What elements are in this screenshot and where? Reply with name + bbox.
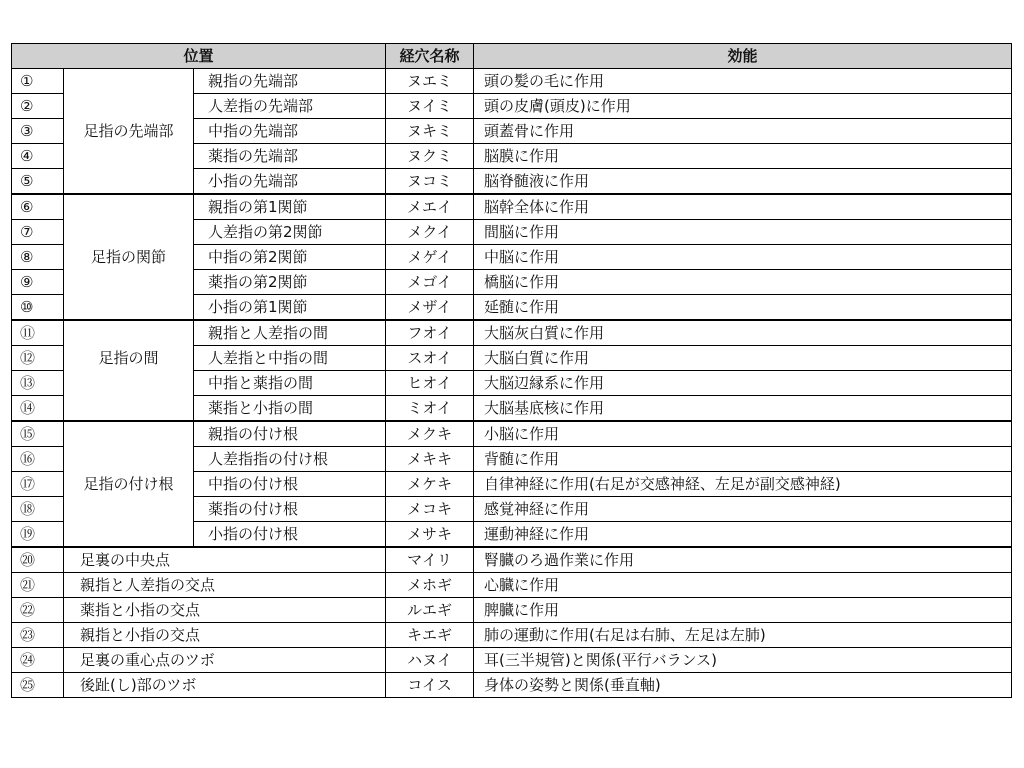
group-cell — [64, 220, 194, 245]
acupoint-name: フオイ — [386, 320, 474, 346]
group-cell — [64, 94, 194, 119]
sub-position: 薬指の先端部 — [194, 144, 386, 169]
acupoint-name: ヌイミ — [386, 94, 474, 119]
row-number: ⑱ — [12, 497, 64, 522]
position-text: 足裏の中央点 — [64, 547, 386, 573]
table-row — [12, 94, 1012, 119]
table-row — [12, 522, 1012, 548]
acupoint-table — [11, 43, 1012, 698]
table-row — [12, 573, 1012, 598]
effect-text: 運動神経に作用 — [474, 522, 1012, 548]
effect-text: 大脳基底核に作用 — [474, 396, 1012, 422]
acupoint-name: メザイ — [386, 295, 474, 321]
effect-text: 小脳に作用 — [474, 421, 1012, 447]
position-text: 後趾(し)部のツボ — [64, 673, 386, 698]
acupoint-name: メサキ — [386, 522, 474, 548]
effect-text: 頭蓋骨に作用 — [474, 119, 1012, 144]
sub-position: 人差指と中指の間 — [194, 346, 386, 371]
effect-text: 間脳に作用 — [474, 220, 1012, 245]
row-number: ① — [12, 69, 64, 94]
table-row — [12, 69, 1012, 94]
table-row — [12, 673, 1012, 698]
row-number: ⑭ — [12, 396, 64, 422]
effect-text: 大脳灰白質に作用 — [474, 320, 1012, 346]
effect-text: 身体の姿勢と関係(垂直軸) — [474, 673, 1012, 698]
row-number: ⑫ — [12, 346, 64, 371]
table-row — [12, 220, 1012, 245]
row-number: ⑯ — [12, 447, 64, 472]
acupoint-name: ヌエミ — [386, 69, 474, 94]
acupoint-name: ルエギ — [386, 598, 474, 623]
group-cell — [64, 295, 194, 321]
sub-position: 中指と薬指の間 — [194, 371, 386, 396]
group-cell — [64, 371, 194, 396]
sub-position: 人差指指の付け根 — [194, 447, 386, 472]
acupoint-name: メコキ — [386, 497, 474, 522]
group-cell — [64, 421, 194, 447]
sub-position: 親指の先端部 — [194, 69, 386, 94]
table-row — [12, 144, 1012, 169]
table-body — [12, 69, 1012, 698]
position-text: 親指と小指の交点 — [64, 623, 386, 648]
acupoint-name: ヌキミ — [386, 119, 474, 144]
table-row — [12, 598, 1012, 623]
acupoint-name: ヒオイ — [386, 371, 474, 396]
row-number: ⑮ — [12, 421, 64, 447]
effect-text: 橋脳に作用 — [474, 270, 1012, 295]
effect-text: 脳膜に作用 — [474, 144, 1012, 169]
sub-position: 薬指と小指の間 — [194, 396, 386, 422]
row-number: ③ — [12, 119, 64, 144]
table-row — [12, 648, 1012, 673]
row-number: ② — [12, 94, 64, 119]
acupoint-name: メホギ — [386, 573, 474, 598]
row-number: ⑬ — [12, 371, 64, 396]
table-row — [12, 447, 1012, 472]
row-number: ㉕ — [12, 673, 64, 698]
position-text: 薬指と小指の交点 — [64, 598, 386, 623]
header-name: 経穴名称 — [386, 44, 474, 69]
position-text: 足裏の重心点のツボ — [64, 648, 386, 673]
sub-position: 小指の先端部 — [194, 169, 386, 195]
table-row — [12, 623, 1012, 648]
acupoint-name: スオイ — [386, 346, 474, 371]
table-row — [12, 371, 1012, 396]
row-number: ⑳ — [12, 547, 64, 573]
group-cell — [64, 447, 194, 472]
effect-text: 大脳辺縁系に作用 — [474, 371, 1012, 396]
row-number: ㉓ — [12, 623, 64, 648]
sub-position: 薬指の付け根 — [194, 497, 386, 522]
group-cell — [64, 320, 194, 346]
group-cell — [64, 144, 194, 169]
effect-text: 腎臓のろ過作業に作用 — [474, 547, 1012, 573]
group-cell — [64, 169, 194, 195]
acupoint-name: ミオイ — [386, 396, 474, 422]
sub-position: 人差指の第2関節 — [194, 220, 386, 245]
row-number: ㉔ — [12, 648, 64, 673]
table-row — [12, 396, 1012, 422]
table-row — [12, 245, 1012, 270]
row-number: ㉒ — [12, 598, 64, 623]
table-row — [12, 169, 1012, 195]
group-label: 足指の関節 — [64, 245, 194, 270]
acupoint-name: メクキ — [386, 421, 474, 447]
acupoint-name: メキキ — [386, 447, 474, 472]
acupoint-name: メクイ — [386, 220, 474, 245]
row-number: ⑪ — [12, 320, 64, 346]
table-row — [12, 119, 1012, 144]
acupoint-name: コイス — [386, 673, 474, 698]
group-cell — [64, 69, 194, 94]
effect-text: 中脳に作用 — [474, 245, 1012, 270]
sub-position: 人差指の先端部 — [194, 94, 386, 119]
acupoint-name: ヌクミ — [386, 144, 474, 169]
effect-text: 肺の運動に作用(右足は右肺、左足は左肺) — [474, 623, 1012, 648]
acupoint-name: メゲイ — [386, 245, 474, 270]
acupoint-name: マイリ — [386, 547, 474, 573]
group-cell — [64, 396, 194, 422]
group-cell — [64, 270, 194, 295]
row-number: ㉑ — [12, 573, 64, 598]
effect-text: 大脳白質に作用 — [474, 346, 1012, 371]
table-row — [12, 194, 1012, 220]
row-number: ⑨ — [12, 270, 64, 295]
table-row — [12, 472, 1012, 497]
sub-position: 親指の第1関節 — [194, 194, 386, 220]
header-row — [12, 44, 1012, 69]
table-row — [12, 421, 1012, 447]
acupoint-name: メエイ — [386, 194, 474, 220]
table-row — [12, 547, 1012, 573]
row-number: ⑰ — [12, 472, 64, 497]
row-number: ⑥ — [12, 194, 64, 220]
group-label: 足指の間 — [64, 346, 194, 371]
row-number: ④ — [12, 144, 64, 169]
group-cell — [64, 194, 194, 220]
acupoint-name: キエギ — [386, 623, 474, 648]
sub-position: 小指の第1関節 — [194, 295, 386, 321]
table-row — [12, 497, 1012, 522]
table-row — [12, 346, 1012, 371]
effect-text: 頭の髪の毛に作用 — [474, 69, 1012, 94]
effect-text: 心臓に作用 — [474, 573, 1012, 598]
sub-position: 薬指の第2関節 — [194, 270, 386, 295]
header-position: 位置 — [12, 44, 386, 69]
effect-text: 脳脊髄液に作用 — [474, 169, 1012, 195]
effect-text: 延髄に作用 — [474, 295, 1012, 321]
sub-position: 中指の先端部 — [194, 119, 386, 144]
position-text: 親指と人差指の交点 — [64, 573, 386, 598]
group-label: 足指の付け根 — [64, 472, 194, 497]
acupoint-name: メケキ — [386, 472, 474, 497]
sub-position: 中指の付け根 — [194, 472, 386, 497]
effect-text: 感覚神経に作用 — [474, 497, 1012, 522]
effect-text: 背髄に作用 — [474, 447, 1012, 472]
row-number: ⑤ — [12, 169, 64, 195]
effect-text: 自律神経に作用(右足が交感神経、左足が副交感神経) — [474, 472, 1012, 497]
acupoint-name: ヌコミ — [386, 169, 474, 195]
sub-position: 小指の付け根 — [194, 522, 386, 548]
acupoint-name: ハヌイ — [386, 648, 474, 673]
header-effect: 効能 — [474, 44, 1012, 69]
group-label: 足指の先端部 — [64, 119, 194, 144]
acupoint-name: メゴイ — [386, 270, 474, 295]
sub-position: 親指の付け根 — [194, 421, 386, 447]
effect-text: 頭の皮膚(頭皮)に作用 — [474, 94, 1012, 119]
effect-text: 脳幹全体に作用 — [474, 194, 1012, 220]
row-number: ⑦ — [12, 220, 64, 245]
row-number: ⑧ — [12, 245, 64, 270]
effect-text: 耳(三半規管)と関係(平行バランス) — [474, 648, 1012, 673]
table-row — [12, 270, 1012, 295]
row-number: ⑲ — [12, 522, 64, 548]
sub-position: 中指の第2関節 — [194, 245, 386, 270]
sub-position: 親指と人差指の間 — [194, 320, 386, 346]
table-row — [12, 295, 1012, 321]
table-row — [12, 320, 1012, 346]
effect-text: 脾臓に作用 — [474, 598, 1012, 623]
group-cell — [64, 522, 194, 548]
group-cell — [64, 497, 194, 522]
row-number: ⑩ — [12, 295, 64, 321]
